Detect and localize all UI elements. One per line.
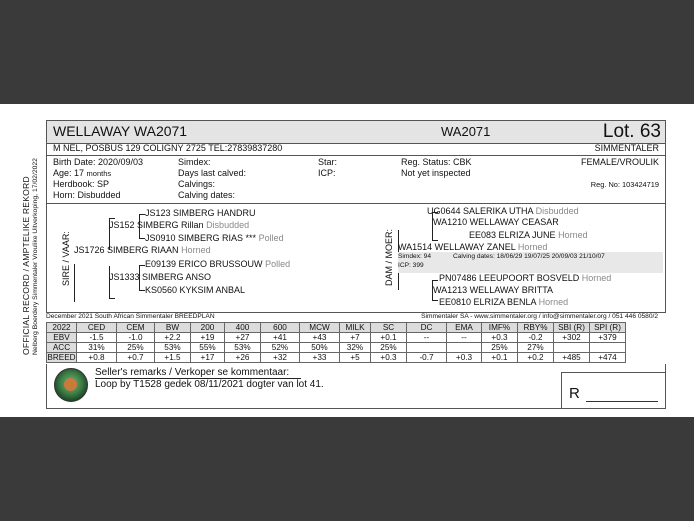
connector: [432, 280, 438, 281]
ebv-value-cell: +0.7: [117, 353, 155, 363]
sire-name: JS1726 SIMBERG RIAAN: [74, 245, 179, 255]
ebv-table-body: [47, 323, 626, 363]
ebv-value-cell: +0.3: [371, 353, 407, 363]
ebv-value-cell: [590, 343, 626, 353]
remarks-panel: [46, 364, 666, 409]
ebv-header-cell: SC: [371, 323, 407, 333]
connector: [432, 240, 438, 241]
dam-dam-dam: [439, 297, 568, 307]
dam-dam-sire-note: Horned: [581, 273, 612, 283]
dam-sire-dam-note: Horned: [558, 230, 588, 240]
ebv-value-cell: +379: [590, 333, 626, 343]
breedplan-source: December 2021 South African Simmentaler BREEDPLAN: [46, 313, 215, 320]
ebv-value-cell: 25%: [371, 343, 407, 353]
ebv-row-ebv: [47, 333, 626, 343]
ebv-value-cell: 25%: [482, 343, 518, 353]
dam-dam-sire: [439, 273, 611, 283]
ebv-value-cell: +43: [300, 333, 340, 343]
animal-id: WA2071: [441, 124, 491, 139]
herdbook: Herdbook: SP: [53, 179, 110, 189]
ebv-value-cell: -0.7: [407, 353, 447, 363]
dam-sire-sire: [427, 206, 579, 216]
age-unit: months: [86, 169, 112, 178]
age-value: Age: 17: [53, 168, 85, 178]
ebv-value-cell: [554, 343, 590, 353]
ebv-value-cell: -1.5: [77, 333, 117, 343]
simdex-label: Simdex:: [178, 157, 211, 167]
dam-side-label: DAM / MOER:: [384, 228, 394, 286]
dam-sire-sire-name: UG0644 SALERIKA UTHA: [427, 206, 534, 216]
ebv-value-cell: 55%: [191, 343, 225, 353]
sire-sire-dam-note: Polled: [258, 233, 284, 243]
ebv-value-cell: +7: [340, 333, 371, 343]
dark-top-band: [0, 0, 694, 104]
animal-name: WELLAWAY WA2071: [53, 123, 188, 139]
ebv-value-cell: +474: [590, 353, 626, 363]
ebv-header-cell: EMA: [447, 323, 482, 333]
ebv-header-cell: MCW: [300, 323, 340, 333]
ebv-header-cell: MILK: [340, 323, 371, 333]
ebv-value-cell: +41: [261, 333, 300, 343]
ebv-header-cell: CEM: [117, 323, 155, 333]
ebv-header-cell: CED: [77, 323, 117, 333]
owner-address: M NEL, POSBUS 129 COLIGNY 2725 TEL:27839837280: [53, 143, 283, 153]
ebv-value-cell: 31%: [77, 343, 117, 353]
ebv-header-cell: 200: [191, 323, 225, 333]
dam-note: Horned: [517, 242, 548, 252]
ebv-value-cell: +32: [261, 353, 300, 363]
remarks-title: [95, 367, 289, 378]
sire-sire: [109, 220, 249, 230]
sd-bracket: [109, 266, 110, 298]
birth-date: Birth Date: 2020/09/03: [53, 157, 144, 167]
ebv-value-cell: 27%: [518, 343, 554, 353]
inspection-status: Not yet inspected: [401, 168, 471, 178]
breed-label: SIMMENTALER: [594, 143, 659, 153]
remarks-title-text: Seller's remarks / Verkoper se kommentaar:: [95, 367, 290, 378]
ebv-value-cell: [447, 343, 482, 353]
connector: [109, 298, 115, 299]
ebv-value-cell: +27: [225, 333, 261, 343]
age: [53, 168, 111, 178]
dam-sire: WA1210 WELLAWAY CEASAR: [433, 217, 559, 227]
sale-caption: Nelberg Boerdery Simmentaler Vroulike Uitverkoping, 17/02/2022: [31, 158, 39, 355]
star-label: Star:: [318, 157, 338, 167]
ebv-header-row: [47, 323, 626, 333]
ebv-value-cell: +0.3: [482, 333, 518, 343]
ebv-value-cell: --: [447, 333, 482, 343]
animal-info: [46, 156, 666, 204]
sire-sire-name: JS152 SIMBERG Rillan: [109, 220, 204, 230]
sire-sire-dam-name: JS0910 SIMBERG RIAS ***: [145, 233, 257, 243]
remarks-text: Loop by T1528 gedek 08/11/2021 dogter van lot 41.: [95, 379, 324, 390]
official-record-label: OFFICIAL RECORD / AMPTELIKE REKORD: [21, 176, 31, 355]
dam-sire-dam-name: EE083 ELRIZA JUNE: [469, 230, 556, 240]
ebv-value-cell: +0.8: [77, 353, 117, 363]
lot-number: Lot. 63: [602, 121, 661, 142]
connector: [109, 218, 115, 219]
reg-number: Reg. No: 103424719: [590, 180, 659, 189]
ebv-header-cell: RBY%: [518, 323, 554, 333]
ebv-table: [46, 322, 626, 363]
ebv-value-cell: 32%: [340, 343, 371, 353]
sire-sire-sire: JS123 SIMBERG HANDRU: [145, 208, 256, 218]
dam-dam-dam-note: Horned: [538, 297, 569, 307]
days-calved-label: Days last calved:: [178, 168, 247, 178]
ebv-header-cell: IMF%: [482, 323, 518, 333]
ebv-value-cell: 53%: [155, 343, 191, 353]
ebv-value-cell: +19: [191, 333, 225, 343]
ebv-value-cell: +485: [554, 353, 590, 363]
ebv-value-cell: 52%: [261, 343, 300, 353]
ebv-header-cell: 600: [261, 323, 300, 333]
ebv-header-cell: 400: [225, 323, 261, 333]
ebv-value-cell: +33: [300, 353, 340, 363]
ebv-value-cell: +0.1: [482, 353, 518, 363]
sire-note: Horned: [181, 245, 211, 255]
ebv-value-cell: +5: [340, 353, 371, 363]
ebv-value-cell: -1.0: [117, 333, 155, 343]
price-box: [561, 372, 666, 409]
ebv-row-acc: [47, 343, 626, 353]
ebv-header-cell: SPI (R): [590, 323, 626, 333]
ebv-value-cell: +26: [225, 353, 261, 363]
dam-dam-dam-name: EE0810 ELRIZA BENLA: [439, 297, 537, 307]
ebv-value-cell: --: [407, 333, 447, 343]
price-line[interactable]: [586, 401, 658, 402]
sex-label: FEMALE/VROULIK: [580, 157, 659, 167]
owner-row: [46, 143, 666, 156]
ebv-value-cell: +0.2: [518, 353, 554, 363]
ebv-value-cell: +17: [191, 353, 225, 363]
sire-dam-sire: [145, 259, 290, 269]
dark-bottom-band: [0, 417, 694, 521]
ebv-header-cell: BW: [155, 323, 191, 333]
simmentaler-logo-icon: [54, 368, 88, 402]
sire-sire-note: Disbudded: [206, 220, 250, 230]
side-caption: [22, 158, 39, 355]
ebv-value-cell: +0.3: [447, 353, 482, 363]
sire-sire-dam: [145, 233, 284, 243]
calvings-label: Calvings:: [178, 179, 216, 189]
price-label: R: [569, 385, 580, 402]
ebv-value-cell: [407, 343, 447, 353]
pedigree: [46, 204, 666, 313]
ebv-header-cell: SBI (R): [554, 323, 590, 333]
sire-dam-dam: KS0560 KYKSIM ANBAL: [145, 285, 246, 295]
sire: [74, 245, 211, 255]
ebv-header-cell: DC: [407, 323, 447, 333]
ebv-value-cell: -0.2: [518, 333, 554, 343]
connector: [432, 300, 438, 301]
icp-label: ICP:: [318, 168, 336, 178]
sire-bracket: [74, 264, 75, 302]
dam-name: WA1514 WELLAWAY ZANEL: [398, 242, 516, 252]
ebv-row-label: BREED: [47, 353, 76, 362]
ebv-value-cell: 50%: [300, 343, 340, 353]
sire-dam: JS1333 SIMBERG ANSO: [109, 272, 212, 282]
dam-icp: ICP: 399: [398, 262, 424, 269]
dam-sire-dam: [469, 230, 588, 240]
dam: [398, 242, 547, 252]
sire-dam-sire-name: E09139 ERICO BRUSSOUW: [145, 259, 263, 269]
dam-calving-dates: Calving dates: 18/06/29 19/07/25 20/09/03 21/10/07: [453, 253, 605, 260]
ebv-row-breed: [47, 353, 626, 363]
dam-simdex: Simdex: 94: [398, 253, 431, 260]
horn-status: Horn: Disbudded: [53, 190, 121, 200]
ebv-value-cell: 25%: [117, 343, 155, 353]
ebv-value-cell: +1.5: [155, 353, 191, 363]
lot-header: [46, 120, 666, 144]
reg-status: Reg. Status: CBK: [401, 157, 472, 167]
sire-side-label: SIRE / VAAR:: [61, 231, 71, 286]
ebv-row-label: ACC: [47, 343, 77, 353]
ebv-value-cell: +2.2: [155, 333, 191, 343]
society-contact: Simmentaler SA - www.simmentaler.org / info@simmentaler.org / 051 446 0580/2: [421, 313, 658, 320]
ebv-value-cell: 53%: [225, 343, 261, 353]
sire-dam-sire-note: Polled: [265, 259, 291, 269]
lot-card: [46, 120, 666, 408]
dam-performance-box: [398, 252, 663, 273]
ebv-row-label: EBV: [47, 333, 77, 343]
dam-sire-sire-note: Disbudded: [535, 206, 579, 216]
calving-dates-label: Calving dates:: [178, 190, 236, 200]
dam-dam-sire-name: PN07486 LEEUPOORT BOSVELD: [439, 273, 580, 283]
dam-dam: WA1213 WELLAWAY BRITTA: [433, 285, 554, 295]
logo-core: [64, 378, 77, 391]
ebv-value-cell: +0.1: [371, 333, 407, 343]
ebv-value-cell: +302: [554, 333, 590, 343]
ebv-header-cell: 2022: [47, 323, 77, 333]
